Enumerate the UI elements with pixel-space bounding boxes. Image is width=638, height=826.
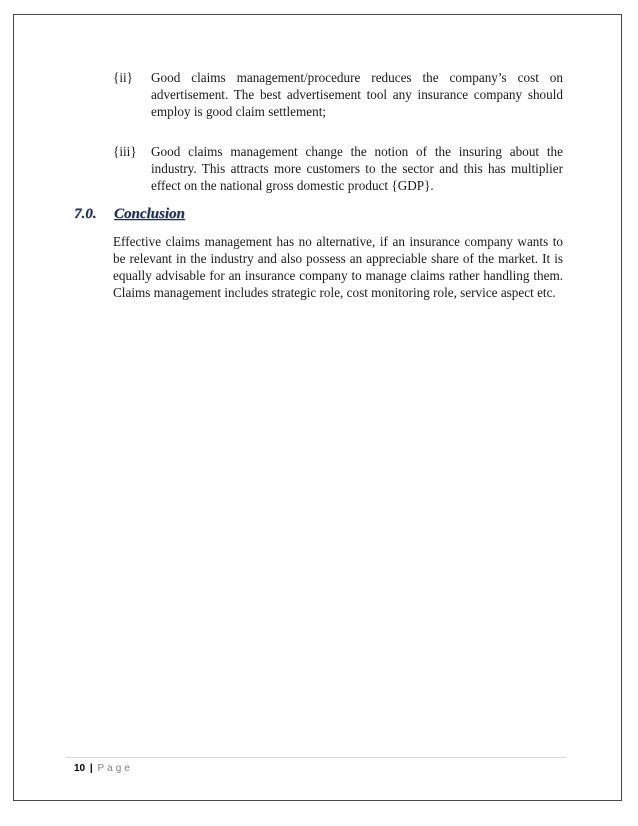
page-footer xyxy=(74,763,133,774)
footer-separator: | xyxy=(89,763,93,774)
page-label: Page xyxy=(97,763,133,774)
list-item-text: Good claims management change the notion of the insuring about the industry. This attracts more customers to the sector and this has multiplier effect on the national gross domestic product {GDP}. xyxy=(151,144,563,193)
section-number: 7.0. xyxy=(74,206,97,222)
list-marker: {ii} xyxy=(113,70,133,85)
list-marker: {iii} xyxy=(113,144,137,159)
list-item xyxy=(113,69,563,120)
section-title: Conclusion xyxy=(114,206,185,222)
footer-divider xyxy=(66,757,566,758)
page-number: 10 xyxy=(74,763,86,774)
list-item-text: Good claims management/procedure reduces the company’s cost on advertisement. The best advertisement tool any insurance company should employ is good claim settlement; xyxy=(151,70,563,119)
conclusion-paragraph: Effective claims management has no alternative, if an insurance company wants to be relevant in the industry and also possess an appreciable share of the market. It is equally advisable for an insurance company to manage claims rather handling them. Claims management includes strategic role, cost monitoring role, service aspect etc. xyxy=(113,234,563,300)
list-item xyxy=(113,143,563,194)
section-heading xyxy=(74,206,185,223)
